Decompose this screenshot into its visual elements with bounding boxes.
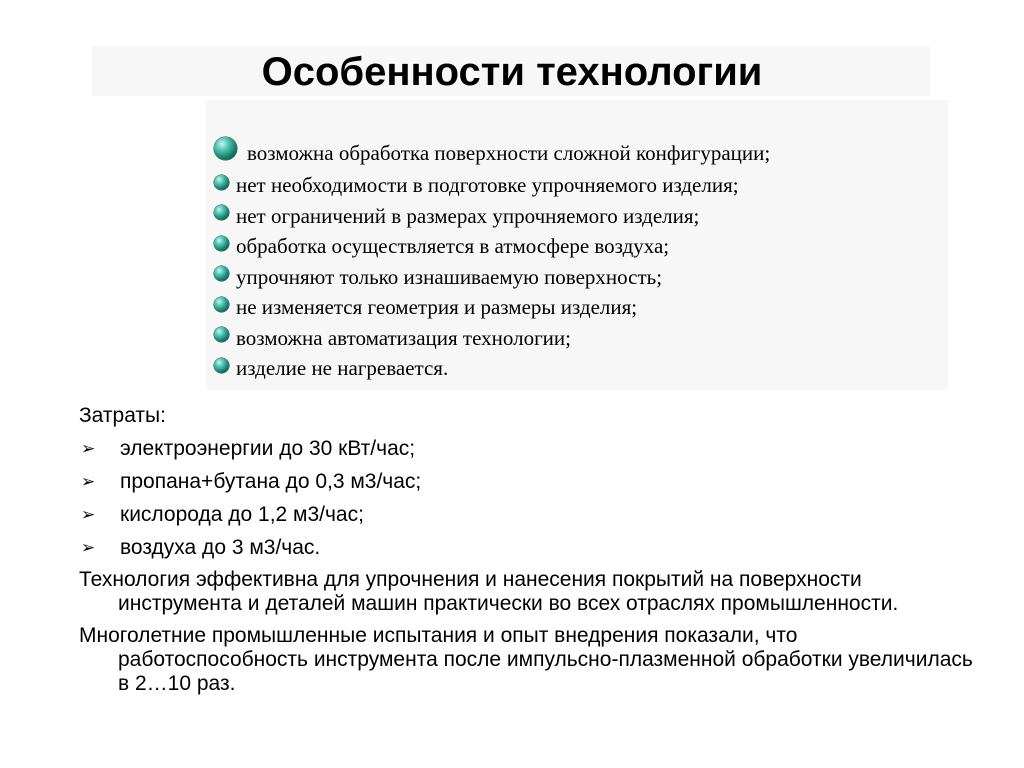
feature-item — [214, 170, 770, 201]
teal-sphere-icon — [214, 175, 229, 190]
teal-sphere-icon — [214, 236, 229, 251]
arrow-bullet-icon: ➢ — [81, 538, 96, 557]
feature-text: обработка осуществляется в атмосфере воздуха; — [236, 234, 670, 258]
cost-item — [79, 434, 979, 467]
feature-text: не изменяется геометрия и размеры изделия; — [236, 295, 638, 319]
feature-text: возможна обработка поверхности сложной конфигурации; — [247, 141, 771, 166]
feature-item — [214, 292, 770, 323]
cost-text: пропана+бутана до 0,3 м3/час; — [120, 470, 422, 493]
feature-item — [214, 323, 770, 354]
feature-text: упрочняют только изнашиваемую поверхность; — [236, 264, 663, 289]
results-paragraph: Многолетние промышленные испытания и опыт внедрения показали, что работоспособность инструмента после импульсно-плазменной обработки увеличилась в 2…10 раз. — [79, 624, 973, 695]
cost-text: кислорода до 1,2 м3/час; — [120, 503, 364, 526]
costs-list — [79, 434, 979, 566]
costs-section — [79, 402, 979, 704]
teal-sphere-icon — [214, 297, 229, 312]
teal-sphere-icon — [214, 358, 229, 373]
page-title: Особенности технологии — [261, 50, 763, 94]
costs-heading: Затраты: — [79, 404, 166, 427]
cost-item — [79, 467, 979, 500]
teal-sphere-icon — [214, 205, 229, 220]
feature-text: нет ограничений в размерах упрочняемого изделия; — [236, 203, 700, 228]
teal-sphere-icon — [214, 266, 229, 281]
teal-sphere-icon — [214, 327, 229, 342]
feature-item — [214, 201, 770, 232]
feature-item — [214, 231, 770, 262]
cost-text: воздуха до 3 м3/час. — [120, 536, 321, 559]
feature-item — [214, 262, 770, 293]
feature-item — [214, 137, 770, 170]
cost-item — [79, 533, 979, 566]
cost-item — [79, 500, 979, 533]
feature-text: возможна автоматизация технологии; — [236, 325, 571, 350]
arrow-bullet-icon: ➢ — [81, 439, 96, 458]
features-list — [214, 137, 770, 384]
arrow-bullet-icon: ➢ — [81, 472, 96, 491]
feature-item — [214, 353, 770, 384]
cost-text: электроэнергии до 30 кВт/час; — [120, 437, 416, 460]
feature-text: нет необходимости в подготовке упрочняемого изделия; — [236, 173, 739, 197]
teal-sphere-icon — [214, 137, 237, 160]
feature-text: изделие не нагревается. — [236, 356, 449, 380]
arrow-bullet-icon: ➢ — [81, 505, 96, 524]
technology-paragraph: Технология эффективна для упрочнения и нанесения покрытий на поверхности инструмента и деталей машин практически во всех отраслях промышленности. — [79, 568, 899, 615]
